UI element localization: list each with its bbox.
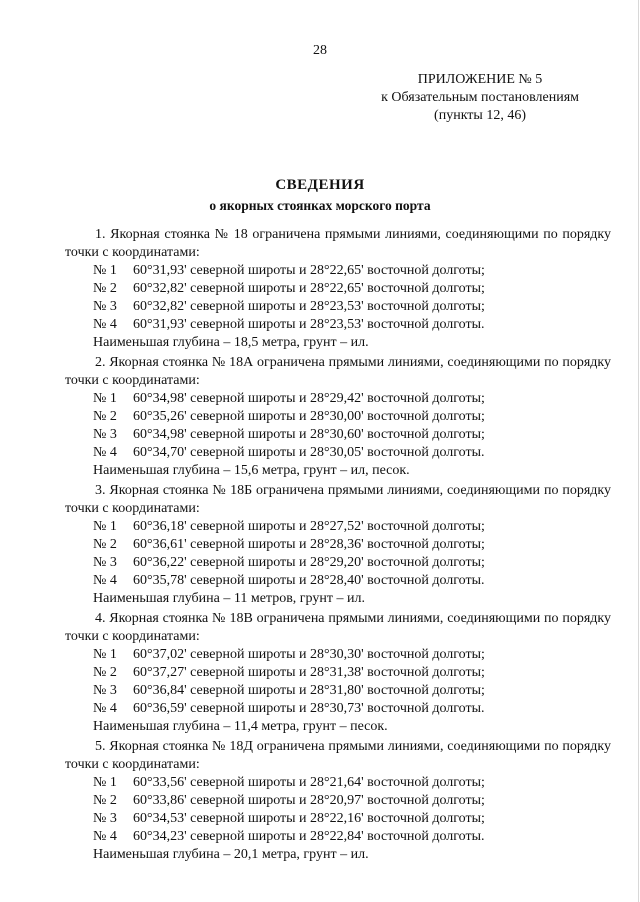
point-number: № 1 [93,519,117,534]
point-number: № 1 [93,647,117,662]
depth-note: Наименьшая глубина – 20,1 метра, грунт – ил. [93,847,369,862]
coordinate-point [93,536,611,554]
point-number: № 3 [93,427,117,442]
point-coordinates: 60°35,26' северной широты и 28°30,00' восточной долготы; [133,409,485,424]
depth-note: Наименьшая глубина – 11,4 метра, грунт – песок. [93,719,388,734]
appendix-header [381,71,579,125]
coordinate-point [93,390,611,408]
point-number: № 4 [93,701,117,716]
coordinate-point [93,700,611,718]
anchorage-intro [65,610,611,646]
intro-line: 1. Якорная стоянка № 18 ограничена прямыми линиями, соединяющими [95,227,539,242]
coordinate-point [93,554,611,572]
appendix-title: ПРИЛОЖЕНИЕ № 5 [417,72,543,87]
intro-line: 4. Якорная стоянка № 18В ограничена прямыми линиями, соединяющими по [95,611,559,626]
point-coordinates: 60°33,86' северной широты и 28°20,97' восточной долготы; [133,793,485,808]
point-coordinates: 60°35,78' северной широты и 28°28,40' восточной долготы. [133,573,485,588]
point-number: № 2 [93,793,117,808]
anchorage-intro [65,482,611,518]
point-number: № 3 [93,299,117,314]
intro-line: 2. Якорная стоянка № 18А ограничена прямыми линиями, соединяющими [95,355,541,370]
point-number: № 1 [93,391,117,406]
point-coordinates: 60°37,02' северной широты и 28°30,30' восточной долготы; [133,647,485,662]
page-edge [638,0,639,902]
depth-note: Наименьшая глубина – 15,6 метра, грунт – ил, песок. [93,463,410,478]
anchorage-intro [65,226,611,262]
point-coordinates: 60°36,22' северной широты и 28°29,20' восточной долготы; [133,555,485,570]
coordinate-point [93,316,611,334]
point-number: № 2 [93,665,117,680]
anchorage-intro [65,738,611,774]
point-coordinates: 60°34,98' северной широты и 28°29,42' восточной долготы; [133,391,485,406]
point-number: № 3 [93,811,117,826]
intro-line: по порядку точки с координатами: [65,227,611,260]
coordinate-point [93,774,611,792]
coordinate-point [93,426,611,444]
page-number: 28 [313,43,327,58]
appendix-clauses: (пункты 12, 46) [434,108,526,123]
title-block [0,176,640,215]
point-number: № 3 [93,683,117,698]
intro-line: по порядку точки с координатами: [65,739,611,772]
anchorage-section [65,482,611,608]
intro-line: по порядку точки с координатами: [65,483,612,516]
coordinate-point [93,664,611,682]
point-coordinates: 60°36,84' северной широты и 28°31,80' восточной долготы; [133,683,485,698]
anchorage-section [65,738,611,864]
anchorage-intro [65,354,611,390]
point-coordinates: 60°34,53' северной широты и 28°22,16' восточной долготы; [133,811,485,826]
document-title: СВЕДЕНИЯ [275,177,365,193]
point-coordinates: 60°32,82' северной широты и 28°22,65' восточной долготы; [133,281,485,296]
point-number: № 4 [93,829,117,844]
point-number: № 2 [93,537,117,552]
appendix-reference: к Обязательным постановлениям [381,90,579,105]
point-number: № 4 [93,317,117,332]
point-coordinates: 60°32,82' северной широты и 28°23,53' восточной долготы; [133,299,485,314]
coordinate-point [93,262,611,280]
coordinate-point [93,828,611,846]
point-coordinates: 60°36,18' северной широты и 28°27,52' восточной долготы; [133,519,485,534]
anchorage-section [65,226,611,352]
coordinate-point [93,810,611,828]
point-coordinates: 60°36,61' северной широты и 28°28,36' восточной долготы; [133,537,485,552]
point-number: № 2 [93,409,117,424]
point-number: № 3 [93,555,117,570]
coordinate-point [93,682,611,700]
point-coordinates: 60°31,93' северной широты и 28°23,53' восточной долготы. [133,317,485,332]
point-coordinates: 60°37,27' северной широты и 28°31,38' восточной долготы; [133,665,485,680]
intro-line: порядку точки с координатами: [65,611,611,644]
point-number: № 4 [93,445,117,460]
intro-line: 3. Якорная стоянка № 18Б ограничена прямыми линиями, соединяющими [95,483,541,498]
point-coordinates: 60°33,56' северной широты и 28°21,64' восточной долготы; [133,775,485,790]
coordinate-point [93,518,611,536]
coordinate-point [93,298,611,316]
document-body [65,226,611,866]
coordinate-point [93,792,611,810]
point-number: № 1 [93,263,117,278]
anchorage-section [65,354,611,480]
point-coordinates: 60°36,59' северной широты и 28°30,73' восточной долготы. [133,701,485,716]
depth-note: Наименьшая глубина – 18,5 метра, грунт – ил. [93,335,369,350]
coordinate-point [93,444,611,462]
coordinate-point [93,280,611,298]
coordinate-point [93,408,611,426]
document-subtitle: о якорных стоянках морского порта [209,198,431,213]
coordinate-point [93,572,611,590]
depth-note: Наименьшая глубина – 11 метров, грунт – ил. [93,591,365,606]
point-number: № 4 [93,573,117,588]
point-coordinates: 60°34,23' северной широты и 28°22,84' восточной долготы. [133,829,485,844]
intro-line: 5. Якорная стоянка № 18Д ограничена прямыми линиями, соединяющими [95,739,541,754]
point-number: № 1 [93,775,117,790]
point-coordinates: 60°31,93' северной широты и 28°22,65' восточной долготы; [133,263,485,278]
intro-line: по порядку точки с координатами: [65,355,612,388]
point-coordinates: 60°34,98' северной широты и 28°30,60' восточной долготы; [133,427,485,442]
point-number: № 2 [93,281,117,296]
anchorage-section [65,610,611,736]
coordinate-point [93,646,611,664]
point-coordinates: 60°34,70' северной широты и 28°30,05' восточной долготы. [133,445,485,460]
